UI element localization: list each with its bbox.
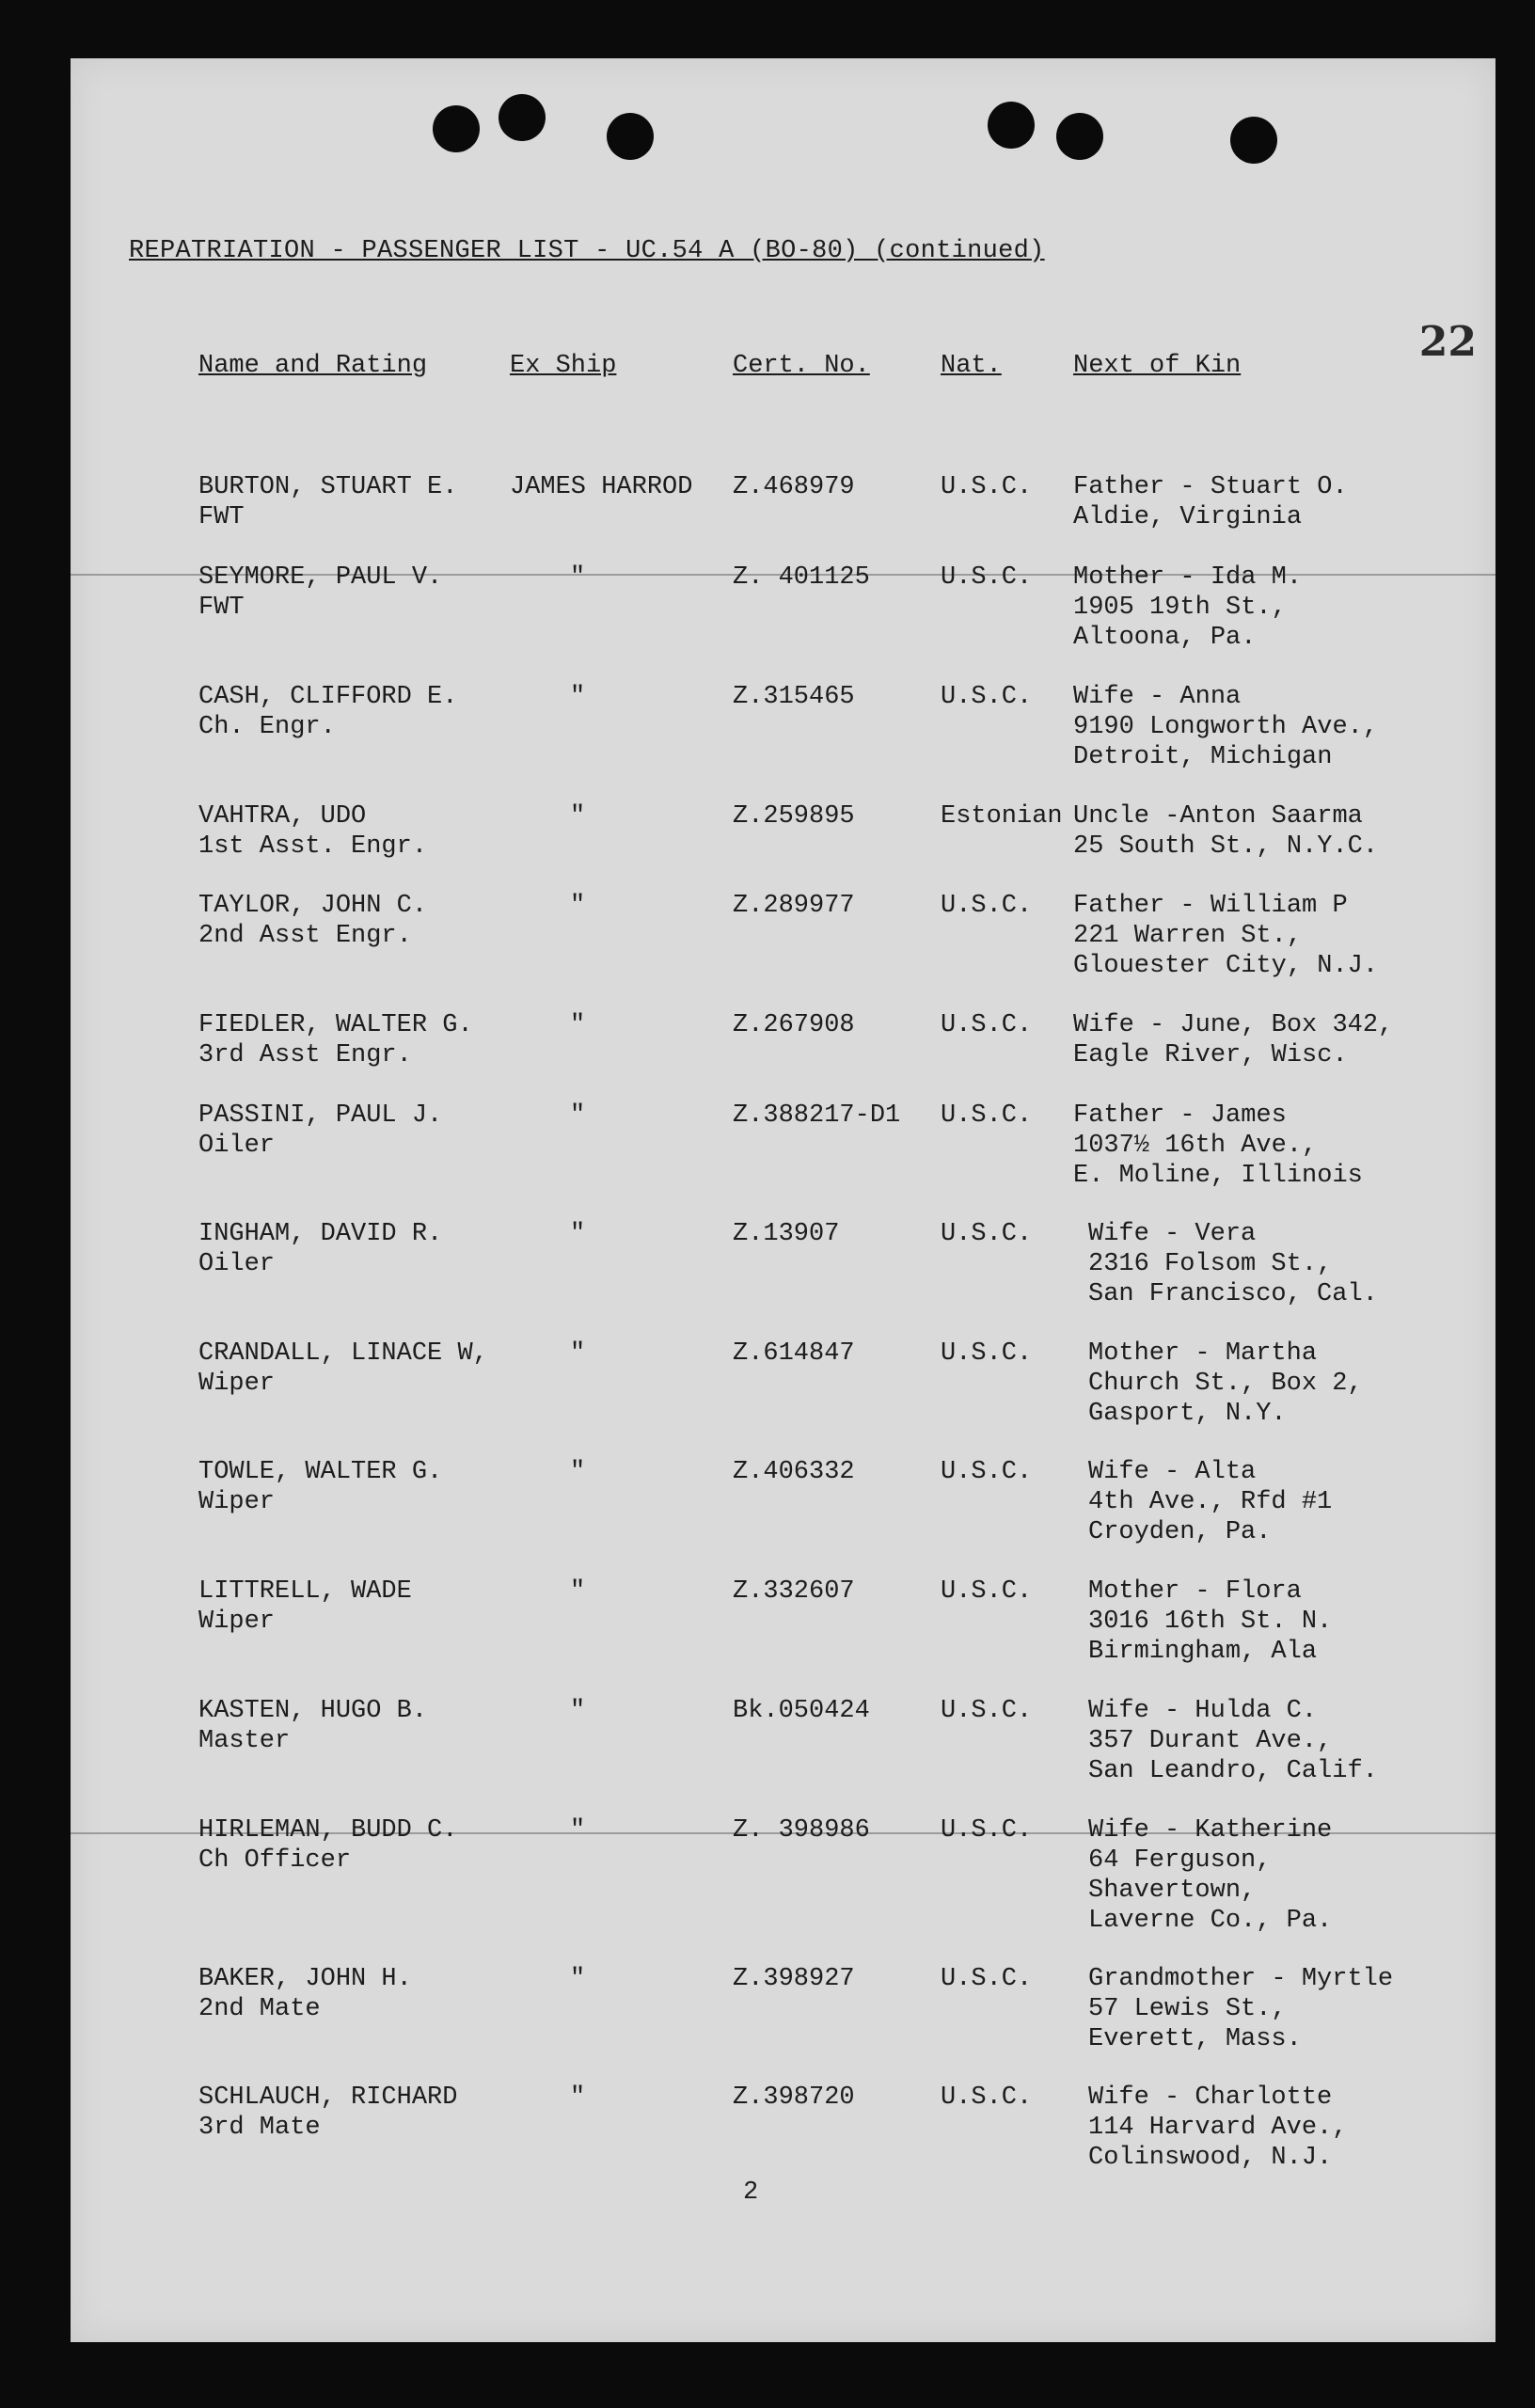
next-of-kin-line: 1905 19th St., bbox=[1073, 594, 1287, 622]
passenger-rating: 1st Asst. Engr. bbox=[198, 832, 428, 861]
next-of-kin-line: Father - James bbox=[1073, 1101, 1287, 1130]
next-of-kin-line: Aldie, Virginia bbox=[1073, 503, 1303, 531]
passenger-name: CASH, CLIFFORD E. bbox=[198, 683, 458, 711]
next-of-kin-line: Wife - Charlotte bbox=[1088, 2083, 1333, 2112]
name-rating-cell bbox=[198, 1964, 412, 2024]
name-rating-cell bbox=[198, 1219, 442, 1279]
passenger-rating: 3rd Asst Engr. bbox=[198, 1041, 412, 1069]
cert-no-cell: Z.332607 bbox=[733, 1577, 855, 1606]
name-rating-cell bbox=[198, 1576, 412, 1637]
next-of-kin-line: Uncle -Anton Saarma bbox=[1073, 802, 1363, 831]
punch-hole bbox=[988, 102, 1035, 149]
next-of-kin-line: Everett, Mass. bbox=[1088, 2025, 1302, 2053]
next-of-kin-line: Gasport, N.Y. bbox=[1088, 1400, 1287, 1428]
next-of-kin-line: 64 Ferguson, bbox=[1088, 1846, 1272, 1875]
passenger-rating: FWT bbox=[198, 594, 245, 622]
nationality-cell: U.S.C. bbox=[941, 892, 1033, 920]
nationality-cell: U.S.C. bbox=[941, 1011, 1033, 1039]
next-of-kin-line: 2316 Folsom St., bbox=[1088, 1250, 1333, 1278]
ex-ship-cell: " bbox=[570, 1816, 586, 1845]
page-stamp-number: 22 bbox=[1418, 318, 1477, 366]
passenger-rating: 3rd Mate bbox=[198, 2114, 321, 2142]
nationality-cell: U.S.C. bbox=[941, 1339, 1033, 1368]
cert-no-cell: Bk.050424 bbox=[733, 1697, 870, 1725]
passenger-rating: Wiper bbox=[198, 1488, 276, 1516]
ex-ship-cell: " bbox=[570, 683, 586, 711]
next-of-kin-line: Mother - Martha bbox=[1088, 1339, 1318, 1368]
nationality-cell: U.S.C. bbox=[941, 1101, 1033, 1130]
passenger-rating: Wiper bbox=[198, 1608, 276, 1636]
next-of-kin-line: E. Moline, Illinois bbox=[1073, 1162, 1363, 1190]
next-of-kin-line: Detroit, Michigan bbox=[1073, 743, 1333, 771]
next-of-kin-cell bbox=[1073, 682, 1378, 772]
next-of-kin-line: 57 Lewis St., bbox=[1088, 1995, 1287, 2023]
name-rating-cell bbox=[198, 891, 427, 951]
next-of-kin-cell bbox=[1073, 891, 1378, 981]
punch-hole bbox=[498, 94, 546, 141]
next-of-kin-line: Birmingham, Ala bbox=[1088, 1638, 1318, 1666]
next-of-kin-cell bbox=[1073, 562, 1302, 653]
nationality-cell: U.S.C. bbox=[941, 1697, 1033, 1725]
ex-ship-cell: JAMES HARROD bbox=[510, 473, 693, 501]
next-of-kin-line: 4th Ave., Rfd #1 bbox=[1088, 1488, 1333, 1516]
passenger-name: INGHAM, DAVID R. bbox=[198, 1220, 443, 1248]
next-of-kin-cell bbox=[1088, 1696, 1378, 1786]
next-of-kin-cell bbox=[1088, 1815, 1332, 1936]
cert-no-cell: Z.267908 bbox=[733, 1011, 855, 1039]
next-of-kin-line: 221 Warren St., bbox=[1073, 922, 1303, 950]
name-rating-cell bbox=[198, 562, 442, 623]
next-of-kin-line: Wife - Alta bbox=[1088, 1458, 1257, 1486]
passenger-rating: 2nd Mate bbox=[198, 1995, 321, 2023]
next-of-kin-cell bbox=[1073, 1101, 1363, 1191]
cert-no-cell: Z. 401125 bbox=[733, 563, 870, 592]
name-rating-cell bbox=[198, 801, 427, 862]
next-of-kin-line: 114 Harvard Ave., bbox=[1088, 2114, 1348, 2142]
name-rating-cell bbox=[198, 472, 457, 532]
name-rating-cell bbox=[198, 1010, 473, 1070]
ex-ship-cell: " bbox=[570, 802, 586, 831]
name-rating-cell bbox=[198, 1815, 457, 1876]
header-nationality: Nat. bbox=[941, 352, 1002, 380]
next-of-kin-cell bbox=[1088, 1339, 1363, 1429]
passenger-name: KASTEN, HUGO B. bbox=[198, 1697, 428, 1725]
passenger-name: LITTRELL, WADE bbox=[198, 1577, 412, 1606]
passenger-name: HIRLEMAN, BUDD C. bbox=[198, 1816, 458, 1845]
next-of-kin-line: Altoona, Pa. bbox=[1073, 624, 1257, 652]
ex-ship-cell: " bbox=[570, 2083, 586, 2112]
next-of-kin-cell bbox=[1088, 1219, 1378, 1309]
cert-no-cell: Z.468979 bbox=[733, 473, 855, 501]
next-of-kin-line: Father - Stuart O. bbox=[1073, 473, 1348, 501]
passenger-rating: Oiler bbox=[198, 1250, 276, 1278]
next-of-kin-line: Eagle River, Wisc. bbox=[1073, 1041, 1348, 1069]
ex-ship-cell: " bbox=[570, 1458, 586, 1486]
next-of-kin-line: 1037½ 16th Ave., bbox=[1073, 1132, 1318, 1160]
passenger-name: TAYLOR, JOHN C. bbox=[198, 892, 428, 920]
name-rating-cell bbox=[198, 1101, 442, 1161]
passenger-name: FIEDLER, WALTER G. bbox=[198, 1011, 473, 1039]
passenger-name: SEYMORE, PAUL V. bbox=[198, 563, 443, 592]
cert-no-cell: Z.289977 bbox=[733, 892, 855, 920]
ex-ship-cell: " bbox=[570, 1577, 586, 1606]
passenger-name: PASSINI, PAUL J. bbox=[198, 1101, 443, 1130]
passenger-rating: Ch. Engr. bbox=[198, 713, 336, 741]
header-name-rating: Name and Rating bbox=[198, 352, 428, 380]
passenger-rating: Master bbox=[198, 1727, 291, 1755]
punch-hole bbox=[1230, 117, 1277, 164]
header-ex-ship: Ex Ship bbox=[510, 352, 617, 380]
nationality-cell: U.S.C. bbox=[941, 683, 1033, 711]
punch-hole bbox=[1056, 113, 1103, 160]
next-of-kin-line: San Leandro, Calif. bbox=[1088, 1757, 1378, 1785]
ex-ship-cell: " bbox=[570, 1339, 586, 1368]
next-of-kin-cell bbox=[1073, 472, 1348, 532]
name-rating-cell bbox=[198, 682, 457, 742]
next-of-kin-line: Laverne Co., Pa. bbox=[1088, 1907, 1333, 1935]
nationality-cell: U.S.C. bbox=[941, 1220, 1033, 1248]
nationality-cell: Estonian bbox=[941, 802, 1063, 831]
passenger-rating: FWT bbox=[198, 503, 245, 531]
next-of-kin-line: 3016 16th St. N. bbox=[1088, 1608, 1333, 1636]
ex-ship-cell: " bbox=[570, 1697, 586, 1725]
cert-no-cell: Z.259895 bbox=[733, 802, 855, 831]
next-of-kin-line: Church St., Box 2, bbox=[1088, 1370, 1363, 1398]
page-number: 2 bbox=[743, 2178, 759, 2207]
name-rating-cell bbox=[198, 1696, 427, 1756]
ex-ship-cell: " bbox=[570, 1965, 586, 1993]
nationality-cell: U.S.C. bbox=[941, 1965, 1033, 1993]
next-of-kin-cell bbox=[1073, 1010, 1393, 1070]
passenger-name: TOWLE, WALTER G. bbox=[198, 1458, 443, 1486]
passenger-rating: 2nd Asst Engr. bbox=[198, 922, 412, 950]
next-of-kin-line: Mother - Flora bbox=[1088, 1577, 1302, 1606]
passenger-name: CRANDALL, LINACE W, bbox=[198, 1339, 488, 1368]
next-of-kin-line: Croyden, Pa. bbox=[1088, 1518, 1272, 1546]
nationality-cell: U.S.C. bbox=[941, 563, 1033, 592]
header-cert-no: Cert. No. bbox=[733, 352, 870, 380]
ex-ship-cell: " bbox=[570, 1101, 586, 1130]
nationality-cell: U.S.C. bbox=[941, 1458, 1033, 1486]
ex-ship-cell: " bbox=[570, 1220, 586, 1248]
next-of-kin-line: Wife - Katherine bbox=[1088, 1816, 1333, 1845]
passenger-name: BAKER, JOHN H. bbox=[198, 1965, 412, 1993]
next-of-kin-line: Shavertown, bbox=[1088, 1877, 1257, 1905]
passenger-name: BURTON, STUART E. bbox=[198, 473, 458, 501]
cert-no-cell: Z.398927 bbox=[733, 1965, 855, 1993]
next-of-kin-line: 9190 Longworth Ave., bbox=[1073, 713, 1379, 741]
next-of-kin-cell bbox=[1088, 1964, 1393, 2054]
ex-ship-cell: " bbox=[570, 1011, 586, 1039]
next-of-kin-cell bbox=[1073, 801, 1378, 862]
next-of-kin-line: 25 South St., N.Y.C. bbox=[1073, 832, 1379, 861]
next-of-kin-line: Wife - June, Box 342, bbox=[1073, 1011, 1394, 1039]
ex-ship-cell: " bbox=[570, 892, 586, 920]
cert-no-cell: Z.388217-D1 bbox=[733, 1101, 901, 1130]
name-rating-cell bbox=[198, 1339, 488, 1399]
document-title: REPATRIATION - PASSENGER LIST - UC.54 A (BO-80) (continued) bbox=[129, 237, 1045, 265]
ex-ship-cell: " bbox=[570, 563, 586, 592]
cert-no-cell: Z.398720 bbox=[733, 2083, 855, 2112]
nationality-cell: U.S.C. bbox=[941, 2083, 1033, 2112]
next-of-kin-cell bbox=[1088, 1457, 1332, 1547]
cert-no-cell: Z.406332 bbox=[733, 1458, 855, 1486]
passenger-name: SCHLAUCH, RICHARD bbox=[198, 2083, 458, 2112]
passenger-name: VAHTRA, UDO bbox=[198, 802, 367, 831]
name-rating-cell bbox=[198, 1457, 442, 1517]
next-of-kin-cell bbox=[1088, 1576, 1332, 1667]
header-next-of-kin: Next of Kin bbox=[1073, 352, 1242, 380]
nationality-cell: U.S.C. bbox=[941, 1816, 1033, 1845]
next-of-kin-line: Wife - Vera bbox=[1088, 1220, 1257, 1248]
next-of-kin-line: Grandmother - Myrtle bbox=[1088, 1965, 1394, 1993]
next-of-kin-line: Glouester City, N.J. bbox=[1073, 952, 1379, 980]
passenger-rating: Wiper bbox=[198, 1370, 276, 1398]
name-rating-cell bbox=[198, 2083, 457, 2143]
next-of-kin-cell bbox=[1088, 2083, 1347, 2173]
next-of-kin-line: Colinswood, N.J. bbox=[1088, 2144, 1333, 2172]
next-of-kin-line: 357 Durant Ave., bbox=[1088, 1727, 1333, 1755]
nationality-cell: U.S.C. bbox=[941, 1577, 1033, 1606]
next-of-kin-line: Mother - Ida M. bbox=[1073, 563, 1303, 592]
punch-hole bbox=[607, 113, 654, 160]
cert-no-cell: Z.614847 bbox=[733, 1339, 855, 1368]
passenger-rating: Ch Officer bbox=[198, 1846, 352, 1875]
next-of-kin-line: Wife - Anna bbox=[1073, 683, 1242, 711]
next-of-kin-line: San Francisco, Cal. bbox=[1088, 1280, 1378, 1308]
punch-hole bbox=[433, 105, 480, 152]
next-of-kin-line: Father - William P bbox=[1073, 892, 1348, 920]
nationality-cell: U.S.C. bbox=[941, 473, 1033, 501]
cert-no-cell: Z. 398986 bbox=[733, 1816, 870, 1845]
cert-no-cell: Z.315465 bbox=[733, 683, 855, 711]
passenger-rating: Oiler bbox=[198, 1132, 276, 1160]
next-of-kin-line: Wife - Hulda C. bbox=[1088, 1697, 1318, 1725]
cert-no-cell: Z.13907 bbox=[733, 1220, 840, 1248]
